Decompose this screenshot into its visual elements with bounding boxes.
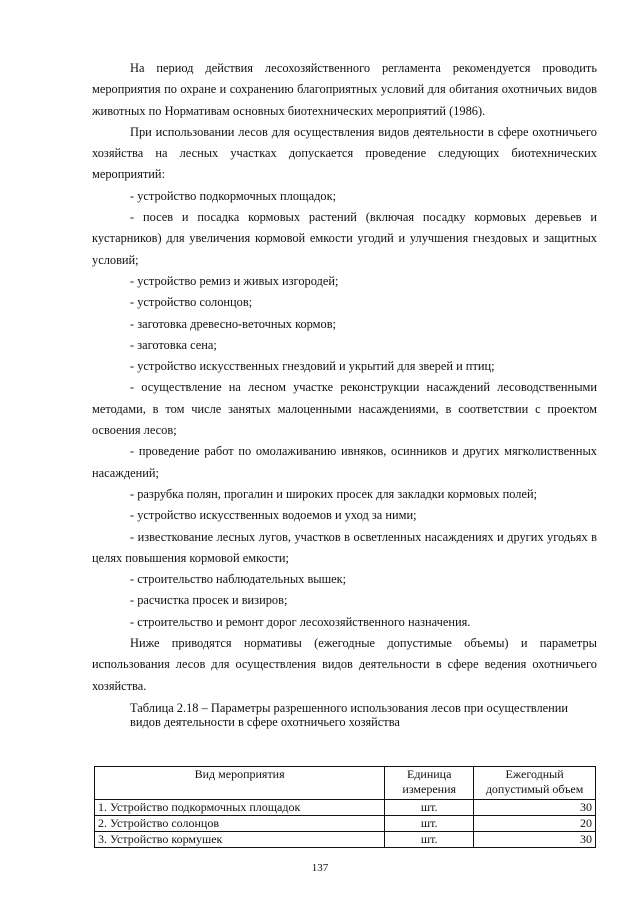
header-unit-line1: Единица: [406, 767, 452, 781]
list-item: - строительство и ремонт дорог лесохозяйственного назначения.: [130, 614, 471, 629]
list-item: - проведение работ по омолаживанию ивняков, осинников и других мягколиственных насаждений;: [92, 444, 597, 480]
header-unit: [385, 767, 474, 800]
header-volume-line1: Ежегодный: [505, 767, 564, 781]
header-activity: Вид мероприятия: [95, 767, 385, 800]
paragraph-intro: На период действия лесохозяйственного регламента рекомендуется проводить мероприятия по охране и сохранению благоприятных условий для обитания охотничьих видов животных по Нормативам основных биотехнических мероприятий (1986).: [92, 61, 597, 118]
table-caption: Таблица 2.18 – Параметры разрешенного использования лесов при осуществлении видов деятельности в сфере охотничьего хозяйства: [130, 700, 569, 729]
cell-unit: шт.: [385, 816, 474, 832]
table-row: [95, 832, 596, 848]
list-item: - известкование лесных лугов, участков в осветленных насаждениях и других угодьях в целях повышения кормовой емкости;: [92, 529, 597, 565]
header-volume-line2: допустимый объем: [485, 782, 584, 796]
document-page: [92, 58, 597, 729]
cell-volume: 30: [474, 800, 596, 816]
parameters-table: [94, 766, 596, 848]
list-item: - устройство ремиз и живых изгородей;: [130, 273, 339, 288]
list-item: - устройство подкормочных площадок;: [130, 188, 337, 203]
list-item: - расчистка просек и визиров;: [130, 593, 288, 608]
cell-activity: 2. Устройство солонцов: [95, 816, 385, 832]
cell-unit: шт.: [385, 832, 474, 848]
cell-activity: 3. Устройство кормушек: [95, 832, 385, 848]
cell-volume: 30: [474, 832, 596, 848]
measures-list: [92, 186, 597, 633]
table-row: [95, 800, 596, 816]
page-number: 137: [311, 862, 329, 874]
table-header-row: [95, 767, 596, 800]
cell-activity: 1. Устройство подкормочных площадок: [95, 800, 385, 816]
list-item: - устройство искусственных водоемов и уход за ними;: [130, 508, 417, 523]
header-volume: [474, 767, 596, 800]
paragraph-norms: Ниже приводятся нормативы (ежегодные допустимые объемы) и параметры использования лесов для осуществления видов деятельности в сфере ведения охотничьего хозяйства.: [92, 636, 597, 693]
list-item: - строительство наблюдательных вышек;: [130, 572, 347, 587]
list-item: - осуществление на лесном участке реконструкции насаждений лесоводственными методами, в том числе занятых малоценными насаждениями, в соответствии с проектом освоения лесов;: [92, 380, 597, 438]
table-row: [95, 816, 596, 832]
paragraph-measures-lead: При использовании лесов для осуществления видов деятельности в сфере охотничьего хозяйства на лесных участках допускается проведение следующих биотехнических мероприятий:: [92, 124, 597, 182]
cell-volume: 20: [474, 816, 596, 832]
list-item: - устройство солонцов;: [130, 295, 253, 310]
list-item: - заготовка древесно-веточных кормов;: [130, 316, 336, 331]
cell-unit: шт.: [385, 800, 474, 816]
list-item: - устройство искусственных гнездовий и укрытий для зверей и птиц;: [130, 359, 495, 374]
header-unit-line2: измерения: [402, 782, 457, 796]
list-item: - посев и посадка кормовых растений (включая посадку кормовых деревьев и кустарников) для увеличения кормовой емкости угодий и улучшения гнездовых и защитных условий;: [92, 210, 597, 267]
list-item: - заготовка сена;: [130, 337, 217, 352]
list-item: - разрубка полян, прогалин и широких просек для закладки кормовых полей;: [130, 486, 538, 501]
